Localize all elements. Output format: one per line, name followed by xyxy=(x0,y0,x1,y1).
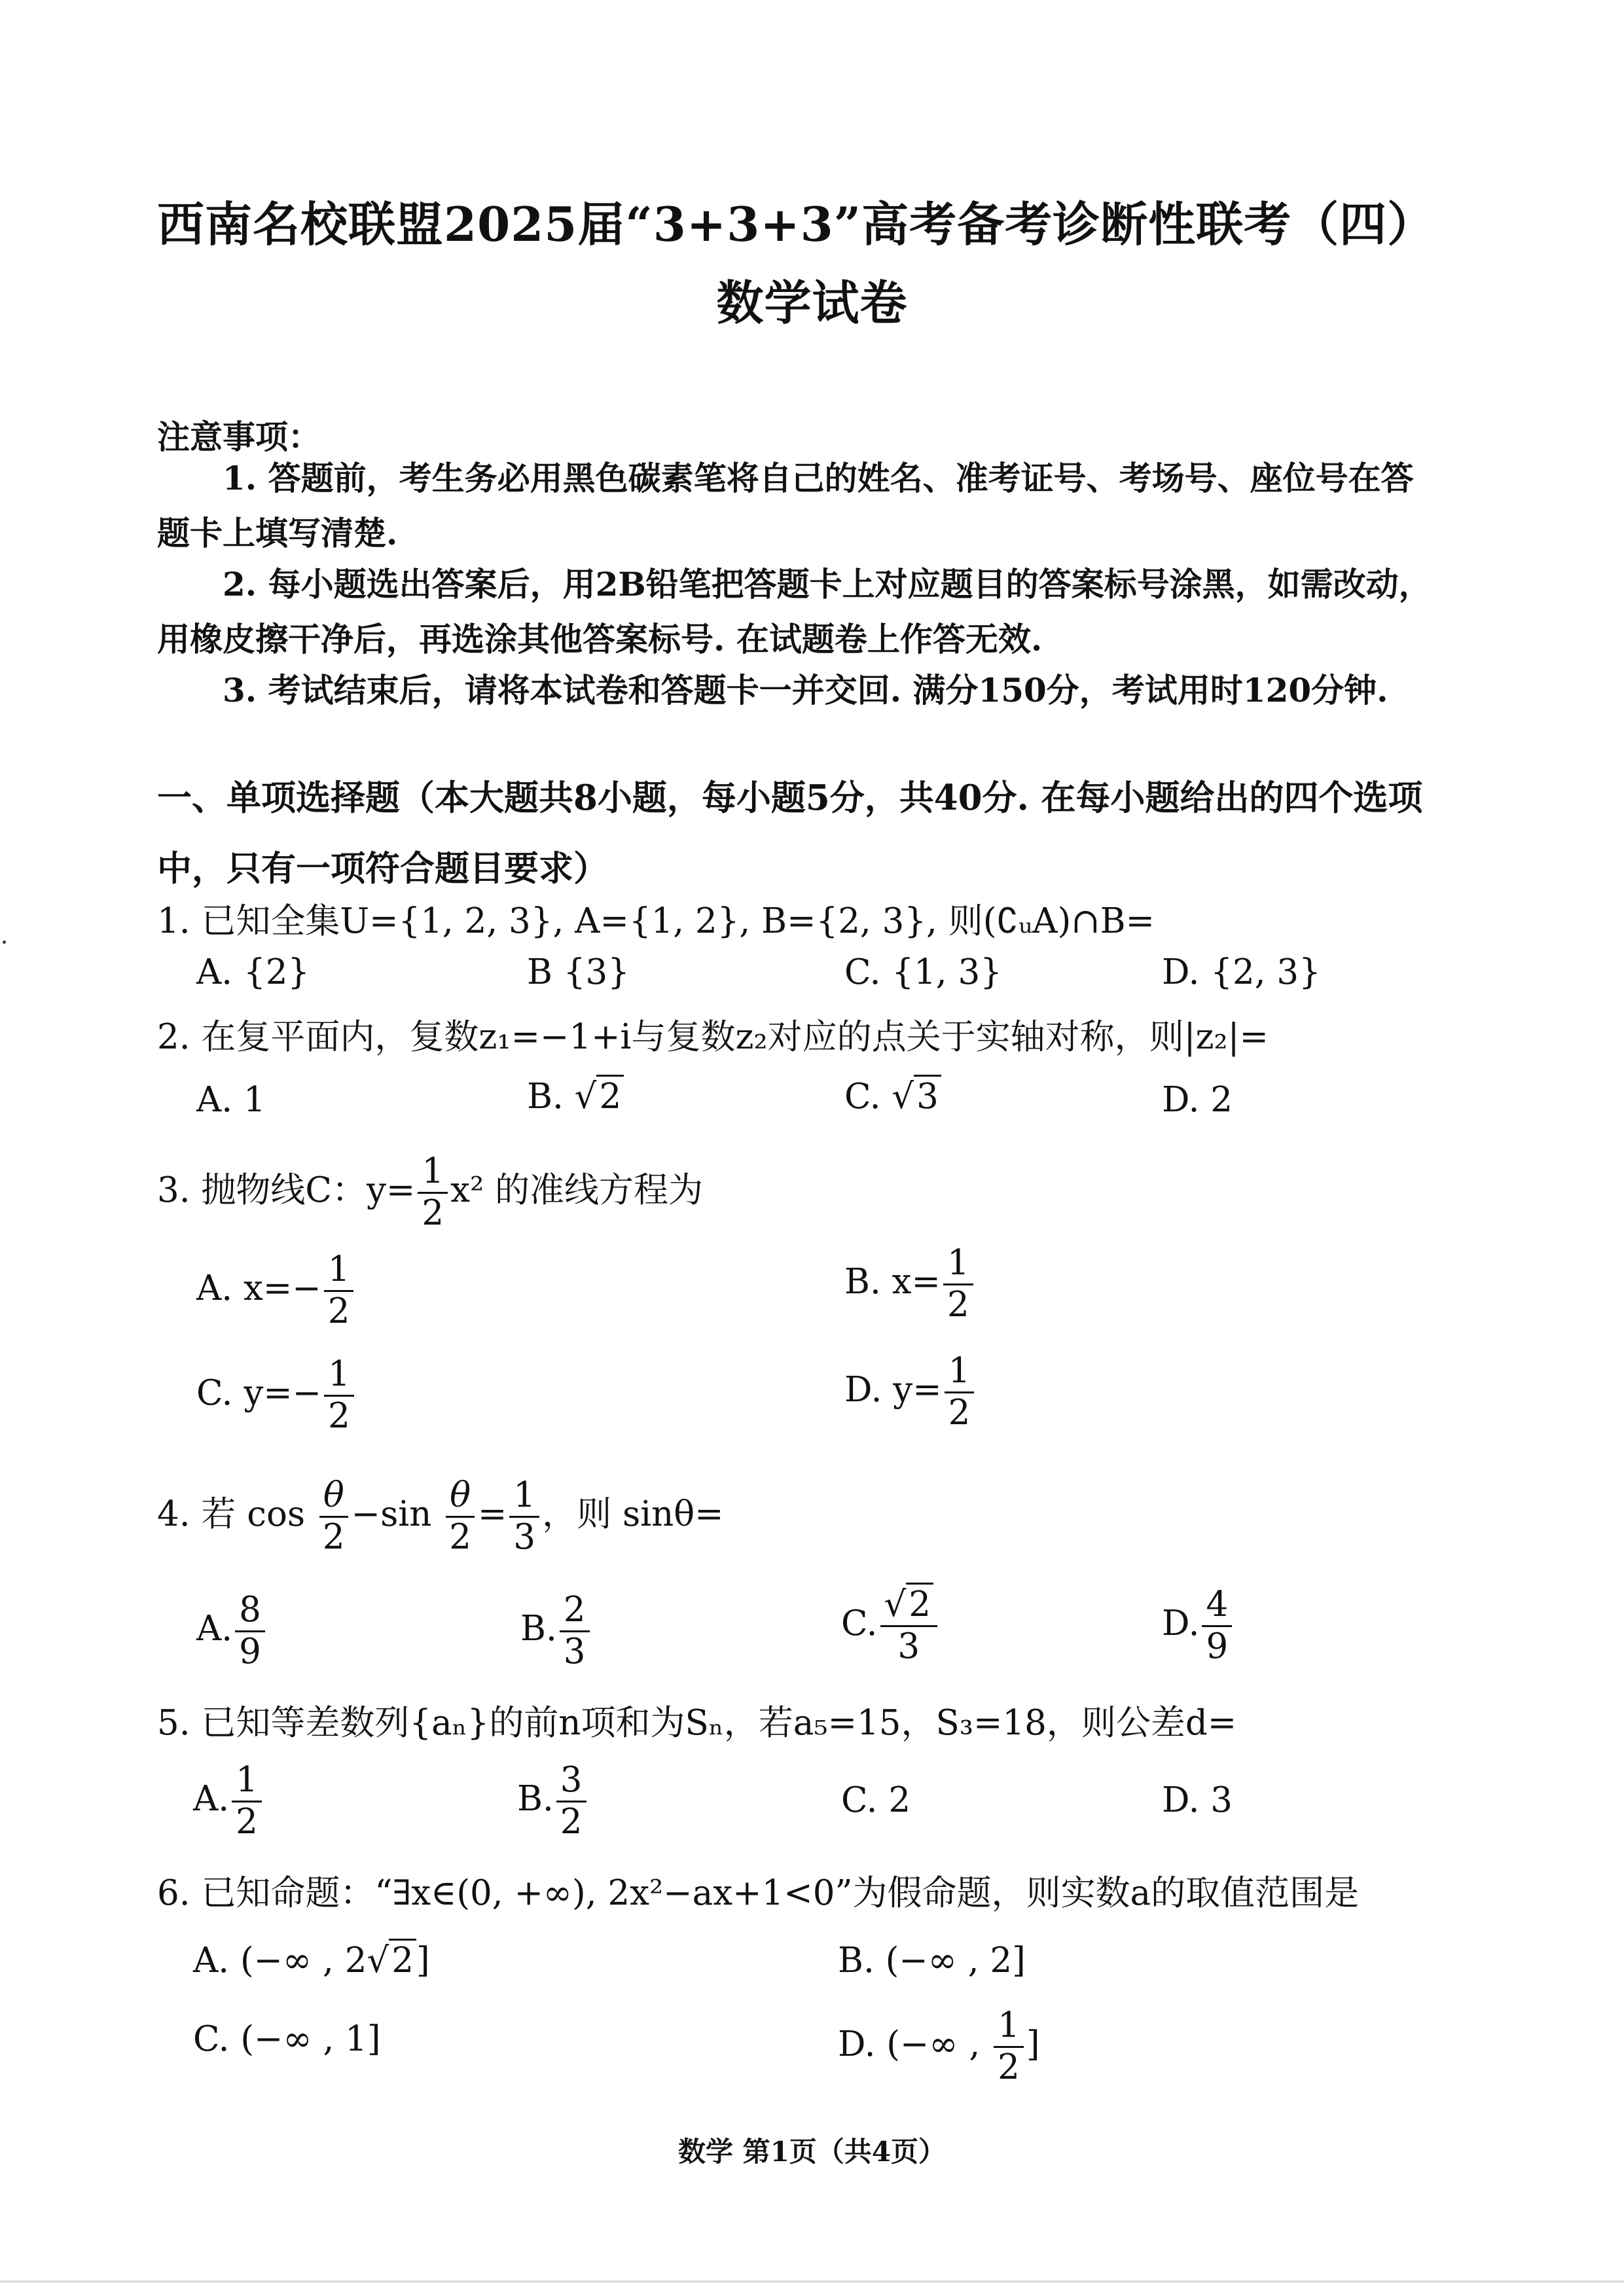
denominator: 2 xyxy=(948,1392,971,1433)
exam-title-line2: 数学试卷 xyxy=(716,275,908,331)
denominator: 9 xyxy=(239,1631,261,1672)
denominator: 2 xyxy=(327,1291,350,1331)
sqrt-expression: √2 xyxy=(575,1077,624,1117)
note-item-1-line2: 题卡上填写清楚. xyxy=(157,514,398,552)
question-1-option-b: B {3} xyxy=(527,952,630,992)
note-item-3: 3. 考试结束后，请将本试卷和答题卡一并交回. 满分150分，考试用时120分钟. xyxy=(223,671,1388,709)
denominator: 2 xyxy=(560,1801,583,1842)
question-2-option-d: D. 2 xyxy=(1162,1080,1233,1120)
fraction xyxy=(1202,1585,1232,1667)
option-label: B. xyxy=(527,1077,564,1117)
sqrt-expression: √2 xyxy=(367,1941,416,1981)
option-label: B. x= xyxy=(844,1261,941,1302)
sqrt-expression: √2 xyxy=(884,1585,934,1625)
stem-suffix: x² 的准线方程为 xyxy=(450,1170,704,1210)
option-label: D. xyxy=(1162,1603,1200,1643)
numerator: 1 xyxy=(324,1355,354,1397)
stem-suffix: ，则 sinθ= xyxy=(542,1494,724,1534)
denominator: 2 xyxy=(328,1395,350,1436)
option-label: A. xyxy=(196,1608,233,1649)
denominator: 2 xyxy=(236,1801,258,1842)
question-3-stem xyxy=(157,1152,703,1234)
radicand: 2 xyxy=(389,1939,416,1981)
option-label: A. (−∞ , 2 xyxy=(193,1941,367,1981)
note-item-2-line2: 用橡皮擦干净后，再选涂其他答案标号. 在试题卷上作答无效. xyxy=(157,620,1043,658)
question-5-option-d: D. 3 xyxy=(1162,1780,1233,1820)
numerator: 4 xyxy=(1202,1585,1232,1627)
option-label: D. y= xyxy=(844,1369,942,1410)
option-label: B. xyxy=(520,1608,557,1649)
fraction xyxy=(324,1250,354,1332)
option-label: A. x=− xyxy=(196,1268,321,1308)
option-label: A. xyxy=(193,1778,230,1819)
denominator: 2 xyxy=(449,1516,471,1557)
equals-sign: = xyxy=(477,1494,507,1534)
numerator: θ xyxy=(319,1476,348,1518)
radicand: 2 xyxy=(906,1583,933,1624)
section1-title-line2: 中，只有一项符合题目要求） xyxy=(157,848,608,889)
exam-title-line1: 西南名校联盟2025届“3+3+3”高考备考诊断性联考（四） xyxy=(157,196,1435,252)
fraction xyxy=(232,1761,262,1842)
stem-sin: −sin xyxy=(351,1494,432,1534)
question-6-stem: 6. 已知命题：“∃x∈(0, +∞), 2x²−ax+1<0”为假命题，则实数a的取值范围是 xyxy=(157,1873,1360,1913)
numerator: 1 xyxy=(324,1250,354,1292)
question-2-option-b xyxy=(527,1077,624,1117)
question-5-option-a xyxy=(193,1761,264,1842)
option-suffix: ] xyxy=(416,1941,430,1981)
radicand: 2 xyxy=(596,1075,624,1117)
fraction xyxy=(943,1244,973,1325)
radicand: 3 xyxy=(914,1075,941,1117)
question-4-option-a xyxy=(196,1590,268,1672)
fraction xyxy=(445,1476,475,1558)
option-label: C. xyxy=(841,1603,878,1643)
denominator: 2 xyxy=(422,1193,444,1233)
question-6-option-c: C. (−∞ , 1] xyxy=(193,2019,381,2059)
numerator xyxy=(880,1585,938,1627)
question-1-stem: 1. 已知全集U={1, 2, 3}, A={1, 2}, B={2, 3}, 则(∁ᵤA)∩B= xyxy=(157,901,1155,941)
stem-prefix: 4. 若 cos xyxy=(157,1494,306,1534)
numerator: 2 xyxy=(560,1590,590,1632)
question-5-option-b xyxy=(517,1761,589,1842)
fraction xyxy=(509,1476,539,1558)
question-6-option-d xyxy=(838,2006,1040,2088)
denominator: 2 xyxy=(998,2047,1020,2087)
question-4-option-c xyxy=(841,1585,940,1667)
option-suffix: ] xyxy=(1026,2024,1040,2064)
numerator: 3 xyxy=(556,1761,586,1803)
denominator: 3 xyxy=(563,1631,586,1672)
notes-heading: 注意事项： xyxy=(157,418,321,456)
stem-prefix: 3. 抛物线C：y= xyxy=(157,1170,416,1210)
numerator: 1 xyxy=(418,1152,448,1194)
fraction xyxy=(556,1761,586,1842)
sqrt-expression: √3 xyxy=(892,1077,941,1117)
question-3-option-a xyxy=(196,1250,356,1332)
numerator: θ xyxy=(446,1476,475,1518)
denominator: 3 xyxy=(513,1516,536,1557)
option-label: D. (−∞ , xyxy=(838,2024,992,2064)
numerator: 1 xyxy=(509,1476,539,1518)
fraction xyxy=(324,1355,354,1437)
question-3-option-d xyxy=(844,1352,977,1433)
question-6-option-a xyxy=(193,1941,430,1981)
section1-title-line1: 一、单项选择题（本大题共8小题，每小题5分，共40分. 在每小题给出的四个选项 xyxy=(157,778,1423,818)
scan-speck xyxy=(3,941,6,944)
numerator: 1 xyxy=(994,2006,1024,2048)
fraction xyxy=(319,1476,349,1558)
fraction xyxy=(945,1352,975,1433)
option-label: B. xyxy=(517,1778,554,1819)
question-1-option-a: A. {2} xyxy=(196,952,310,992)
page-footer: 数学 第1页（共4页） xyxy=(677,2136,947,2168)
fraction xyxy=(560,1590,590,1672)
numerator: 8 xyxy=(235,1590,265,1632)
denominator: 2 xyxy=(947,1284,969,1325)
question-2-option-c xyxy=(844,1077,941,1117)
question-3-option-b xyxy=(844,1244,976,1325)
question-4-stem xyxy=(157,1476,724,1558)
question-3-option-c xyxy=(196,1355,357,1437)
fraction xyxy=(880,1585,938,1667)
fraction xyxy=(235,1590,265,1672)
page-bottom-edge xyxy=(0,2280,1624,2283)
question-6-option-b: B. (−∞ , 2] xyxy=(838,1941,1026,1981)
question-5-stem: 5. 已知等差数列{aₙ}的前n项和为Sₙ，若a₅=15，S₃=18，则公差d= xyxy=(157,1703,1237,1743)
question-1-option-c: C. {1, 3} xyxy=(844,952,1002,992)
question-1-option-d: D. {2, 3} xyxy=(1162,952,1321,992)
fraction xyxy=(994,2006,1024,2088)
denominator: 3 xyxy=(897,1626,920,1666)
question-4-option-b xyxy=(520,1590,592,1672)
fraction xyxy=(418,1152,448,1234)
question-2-option-a: A. 1 xyxy=(196,1080,266,1120)
question-2-stem: 2. 在复平面内，复数z₁=−1+i与复数z₂对应的点关于实轴对称，则|z₂|= xyxy=(157,1017,1269,1057)
denominator: 9 xyxy=(1206,1626,1229,1666)
question-5-option-c: C. 2 xyxy=(841,1780,911,1820)
question-4-option-d xyxy=(1162,1585,1235,1667)
option-label: C. xyxy=(844,1077,881,1117)
numerator: 1 xyxy=(943,1244,973,1285)
denominator: 2 xyxy=(322,1516,345,1557)
numerator: 1 xyxy=(945,1352,975,1393)
note-item-1-line1: 1. 答题前，考生务必用黑色碳素笔将自己的姓名、准考证号、考场号、座位号在答 xyxy=(223,459,1414,497)
numerator: 1 xyxy=(232,1761,262,1803)
option-label: C. y=− xyxy=(196,1372,322,1413)
note-item-2-line1: 2. 每小题选出答案后，用2B铅笔把答题卡上对应题目的答案标号涂黑，如需改动， xyxy=(223,565,1432,603)
